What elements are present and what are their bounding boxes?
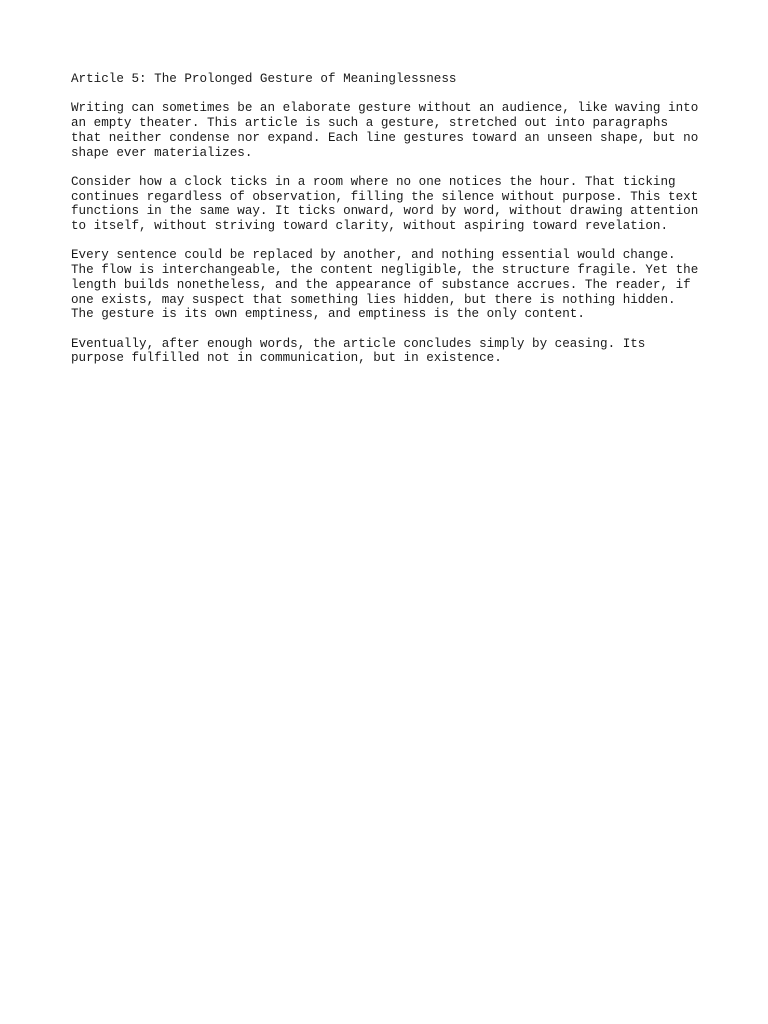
paragraph-line: The flow is interchangeable, the content negligible, the structure fragile. Yet the <box>71 263 699 278</box>
paragraph-line: continues regardless of observation, filling the silence without purpose. This text <box>71 189 699 204</box>
paragraph-4 <box>71 337 711 366</box>
paragraph-line: The gesture is its own emptiness, and emptiness is the only content. <box>71 307 585 322</box>
paragraph-line: shape ever materializes. <box>71 145 253 160</box>
paragraph-line: functions in the same way. It ticks onward, word by word, without drawing attention <box>71 204 699 219</box>
article-title: Article 5: The Prolonged Gesture of Meaninglessness <box>71 72 457 86</box>
paragraph-line: one exists, may suspect that something lies hidden, but there is nothing hidden. <box>71 292 676 307</box>
paragraph-3 <box>71 248 711 322</box>
paragraph-line: purpose fulfilled not in communication, but in existence. <box>71 351 502 366</box>
paragraph-line: length builds nonetheless, and the appearance of substance accrues. The reader, if <box>71 277 691 292</box>
paragraph-line: an empty theater. This article is such a gesture, stretched out into paragraphs <box>71 116 669 131</box>
article-body <box>71 72 711 381</box>
paragraph-1 <box>71 101 711 160</box>
paragraph-2 <box>71 175 711 234</box>
paragraph-line: Every sentence could be replaced by another, and nothing essential would change. <box>71 248 676 263</box>
paragraph-line: Consider how a clock ticks in a room where no one notices the hour. That ticking <box>71 174 676 189</box>
paragraph-line: Eventually, after enough words, the article concludes simply by ceasing. Its <box>71 336 646 351</box>
paragraph-line: Writing can sometimes be an elaborate gesture without an audience, like waving into <box>71 101 699 116</box>
paragraph-line: that neither condense nor expand. Each line gestures toward an unseen shape, but no <box>71 130 699 145</box>
paragraph-line: to itself, without striving toward clarity, without aspiring toward revelation. <box>71 219 669 233</box>
